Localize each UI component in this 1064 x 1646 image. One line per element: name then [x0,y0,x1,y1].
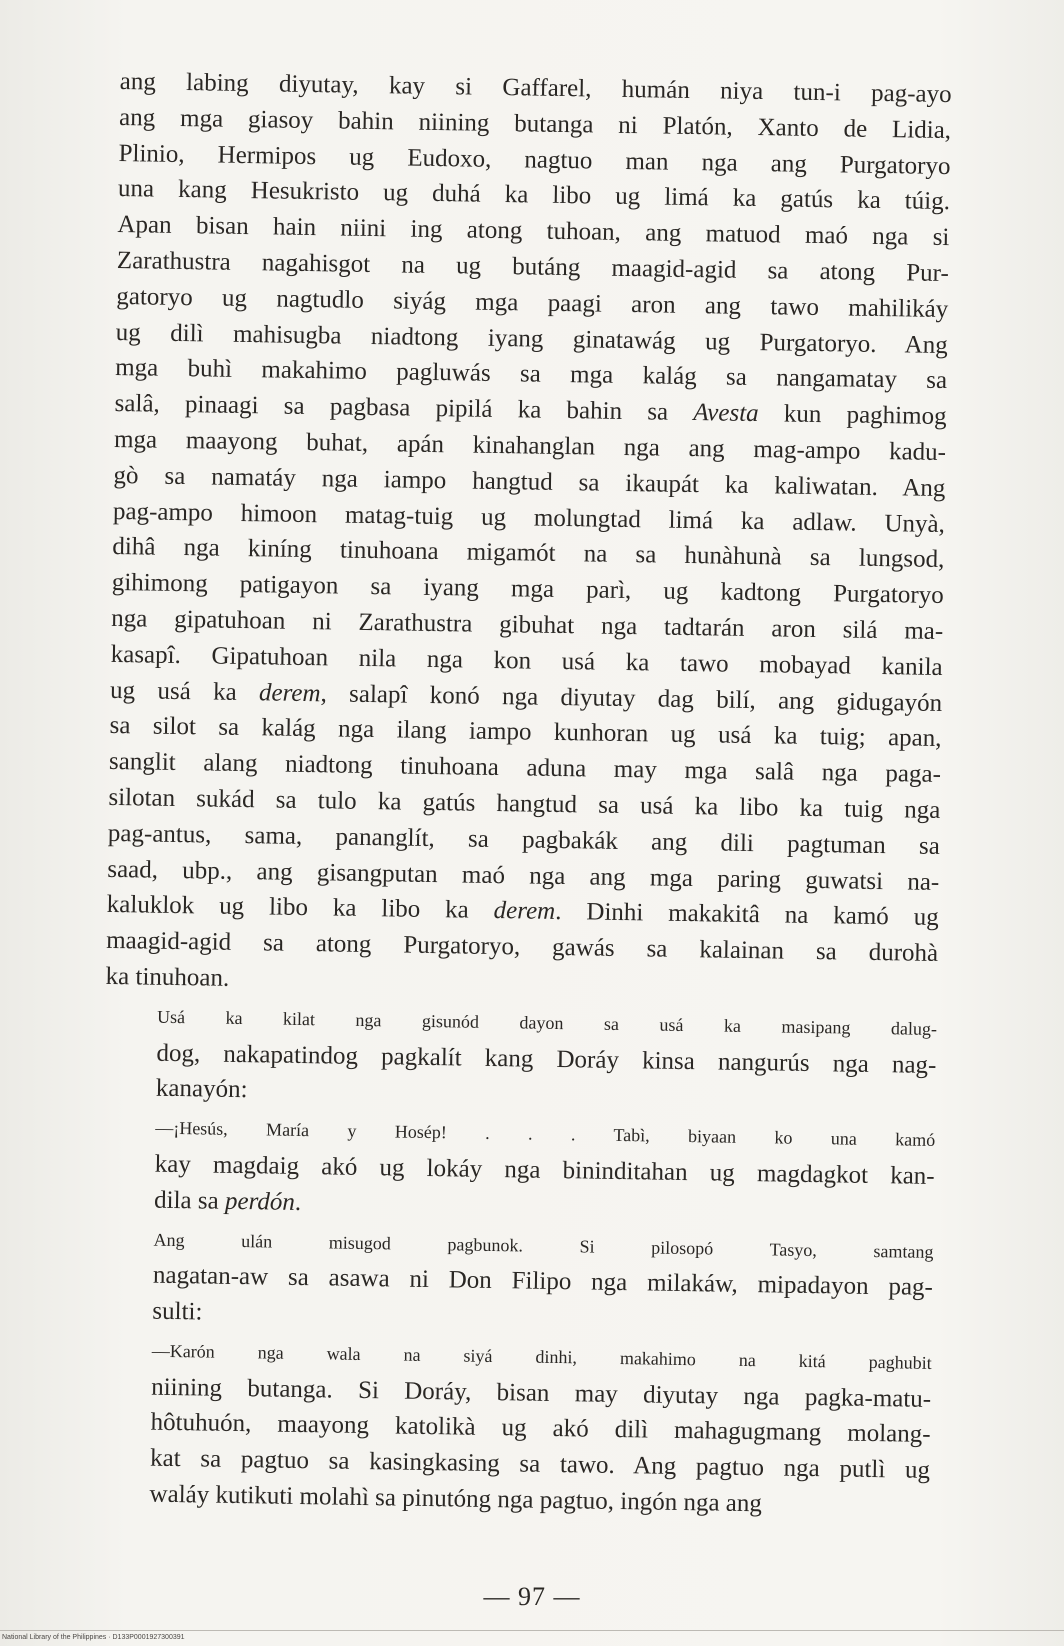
text-line: nagatan-aw sa asawa ni Don Filipo nga milakáw, mipadayon pag- [152,1261,934,1302]
bottom-rule [0,1630,1064,1631]
text-line: niining butanga. Si Doráy, bisan may diyutay nga pagka-matu- [151,1373,932,1413]
text-line: waláy kutikuti molahì sa pinutóng nga pagtuo, ingón nga ang [149,1480,763,1518]
body-text [97,64,952,1525]
text-line: kaluklok ug libo ka libo ka derem. Dinhi makakitâ na kamó ug [106,891,939,932]
text-line: —Karón nga wala na siyá dinhi, makahimo na kitá paghubit [151,1340,932,1373]
text-line: silotan sukád sa tulo ka gatús hangtud sa usá ka libo ka tuig nga [108,783,941,824]
text-line: gò sa namatáy nga iampo hangtud sa ikaupát ka kaliwatan. Ang [113,461,946,502]
text-line: ang labing diyutay, kay si Gaffarel, humán niya tun-i pag-ayo [119,67,952,109]
text-line: sa silot sa kalág nga ilang iampo kunhoran ug usá ka tuig; apan, [109,712,942,753]
text-line: kat sa pagtuo sa kasingkasing sa tawo. Ang pagtuo nga putlì ug [149,1444,931,1485]
text-line: gatoryo ug nagtudlo siyág mga paagi aron ang tawo mahilikáy [116,282,949,323]
text-line: gihimong patigayon sa iyang mga parì, ug kadtong Purgatoryo [111,569,944,610]
text-line: mga maayong buhat, apán kinahanglan nga ang mag-ampo kadu- [113,425,947,466]
paragraph [104,999,938,1119]
text-line: kasapî. Gipatuhoan nila nga kon usá ka tawo mobayad kanila [110,640,943,681]
text-line: ka tinuhoan. [105,962,230,992]
text-line: salâ, pinaagi sa pagbasa pipilá ka bahin sa Avesta kun paghimog [114,390,947,431]
archive-footer-note: National Library of the Philippines · D133P0001927300391 [2,1634,185,1641]
text-line: Apan bisan hain niini ing atong tuhoan, ang matuod maó nga si [117,211,950,252]
text-line: pag-ampo himoon matag-tuig ug molungtad limá ka adlaw. Unyà, [112,497,946,538]
text-line: nga gipatuhoan ni Zarathustra gibuhat nga tadtarán aron silá ma- [111,604,944,645]
text-line: dihâ nga kiníng tinuhoana migamót na sa hunàhunà sa lungsod, [112,533,945,574]
text-line: ug dilì mahisugba niadtong iyang ginatawág ug Purgatoryo. Ang [115,318,948,359]
text-line: Usá ka kilat nga gisunód dayon sa usá ka masipang dalug- [156,1006,938,1039]
text-line: Zarathustra nagahisgot na ug butáng maagid-agid sa atong Pur- [116,246,950,288]
text-line: —¡Hesús, María y Hosép! . . . Tabì, biyaan ko una kamó [155,1117,936,1151]
page-number: — 97 — [483,1582,581,1611]
text-line: hôtuhuón, maayong katolikà ug akó dilì mahagugmang molang- [150,1409,931,1449]
text-line: una kang Hesukristo ug duhá ka libo ug limá ka gatús ka túig. [117,175,951,216]
text-line: Ang ulán misugod pagbunok. Si pilosopó Tasyo, samtang [153,1229,934,1262]
text-line: maagid-agid sa atong Purgatoryo, gawás sa kalainan sa durohà [106,927,939,968]
paragraph [97,1333,932,1525]
text-line: saad, ubp., ang gisangputan maó nga ang mga paring guwatsi na- [107,855,940,896]
text-line: kay magdaig akó ug lokáy nga bininditahan ug magdagkot kan- [154,1150,935,1190]
text-line: pag-antus, sama, pananglít, sa pagbakák ang dili pagtuman sa [107,819,941,860]
paragraph [100,1221,934,1341]
text-line: sanglit alang niadtong tinuhoana aduna may mga salâ nga paga- [108,748,942,789]
text-line: ug usá ka derem, salapî konó nga diyutay dag bilí, ang gidugayón [109,676,943,717]
paragraph [102,1110,936,1230]
paragraph [105,64,952,1008]
text-line: sulti: [152,1297,203,1326]
text-line: ang mga giasoy bahin niining butanga ni Platón, Xanto de Lidia, [118,103,952,144]
text-line: mga buhì makahimo pagluwás sa mga kalág sa nangamatay sa [115,354,948,395]
text-line: kanayón: [155,1075,248,1104]
text-line: dog, nakapatindog pagkalít kang Doráy kinsa nangurús nga nag- [156,1039,937,1079]
text-line: dila sa perdón. [153,1186,302,1216]
text-line: Plinio, Hermipos ug Eudoxo, nagtuo man nga ang Purgatoryo [118,139,951,180]
